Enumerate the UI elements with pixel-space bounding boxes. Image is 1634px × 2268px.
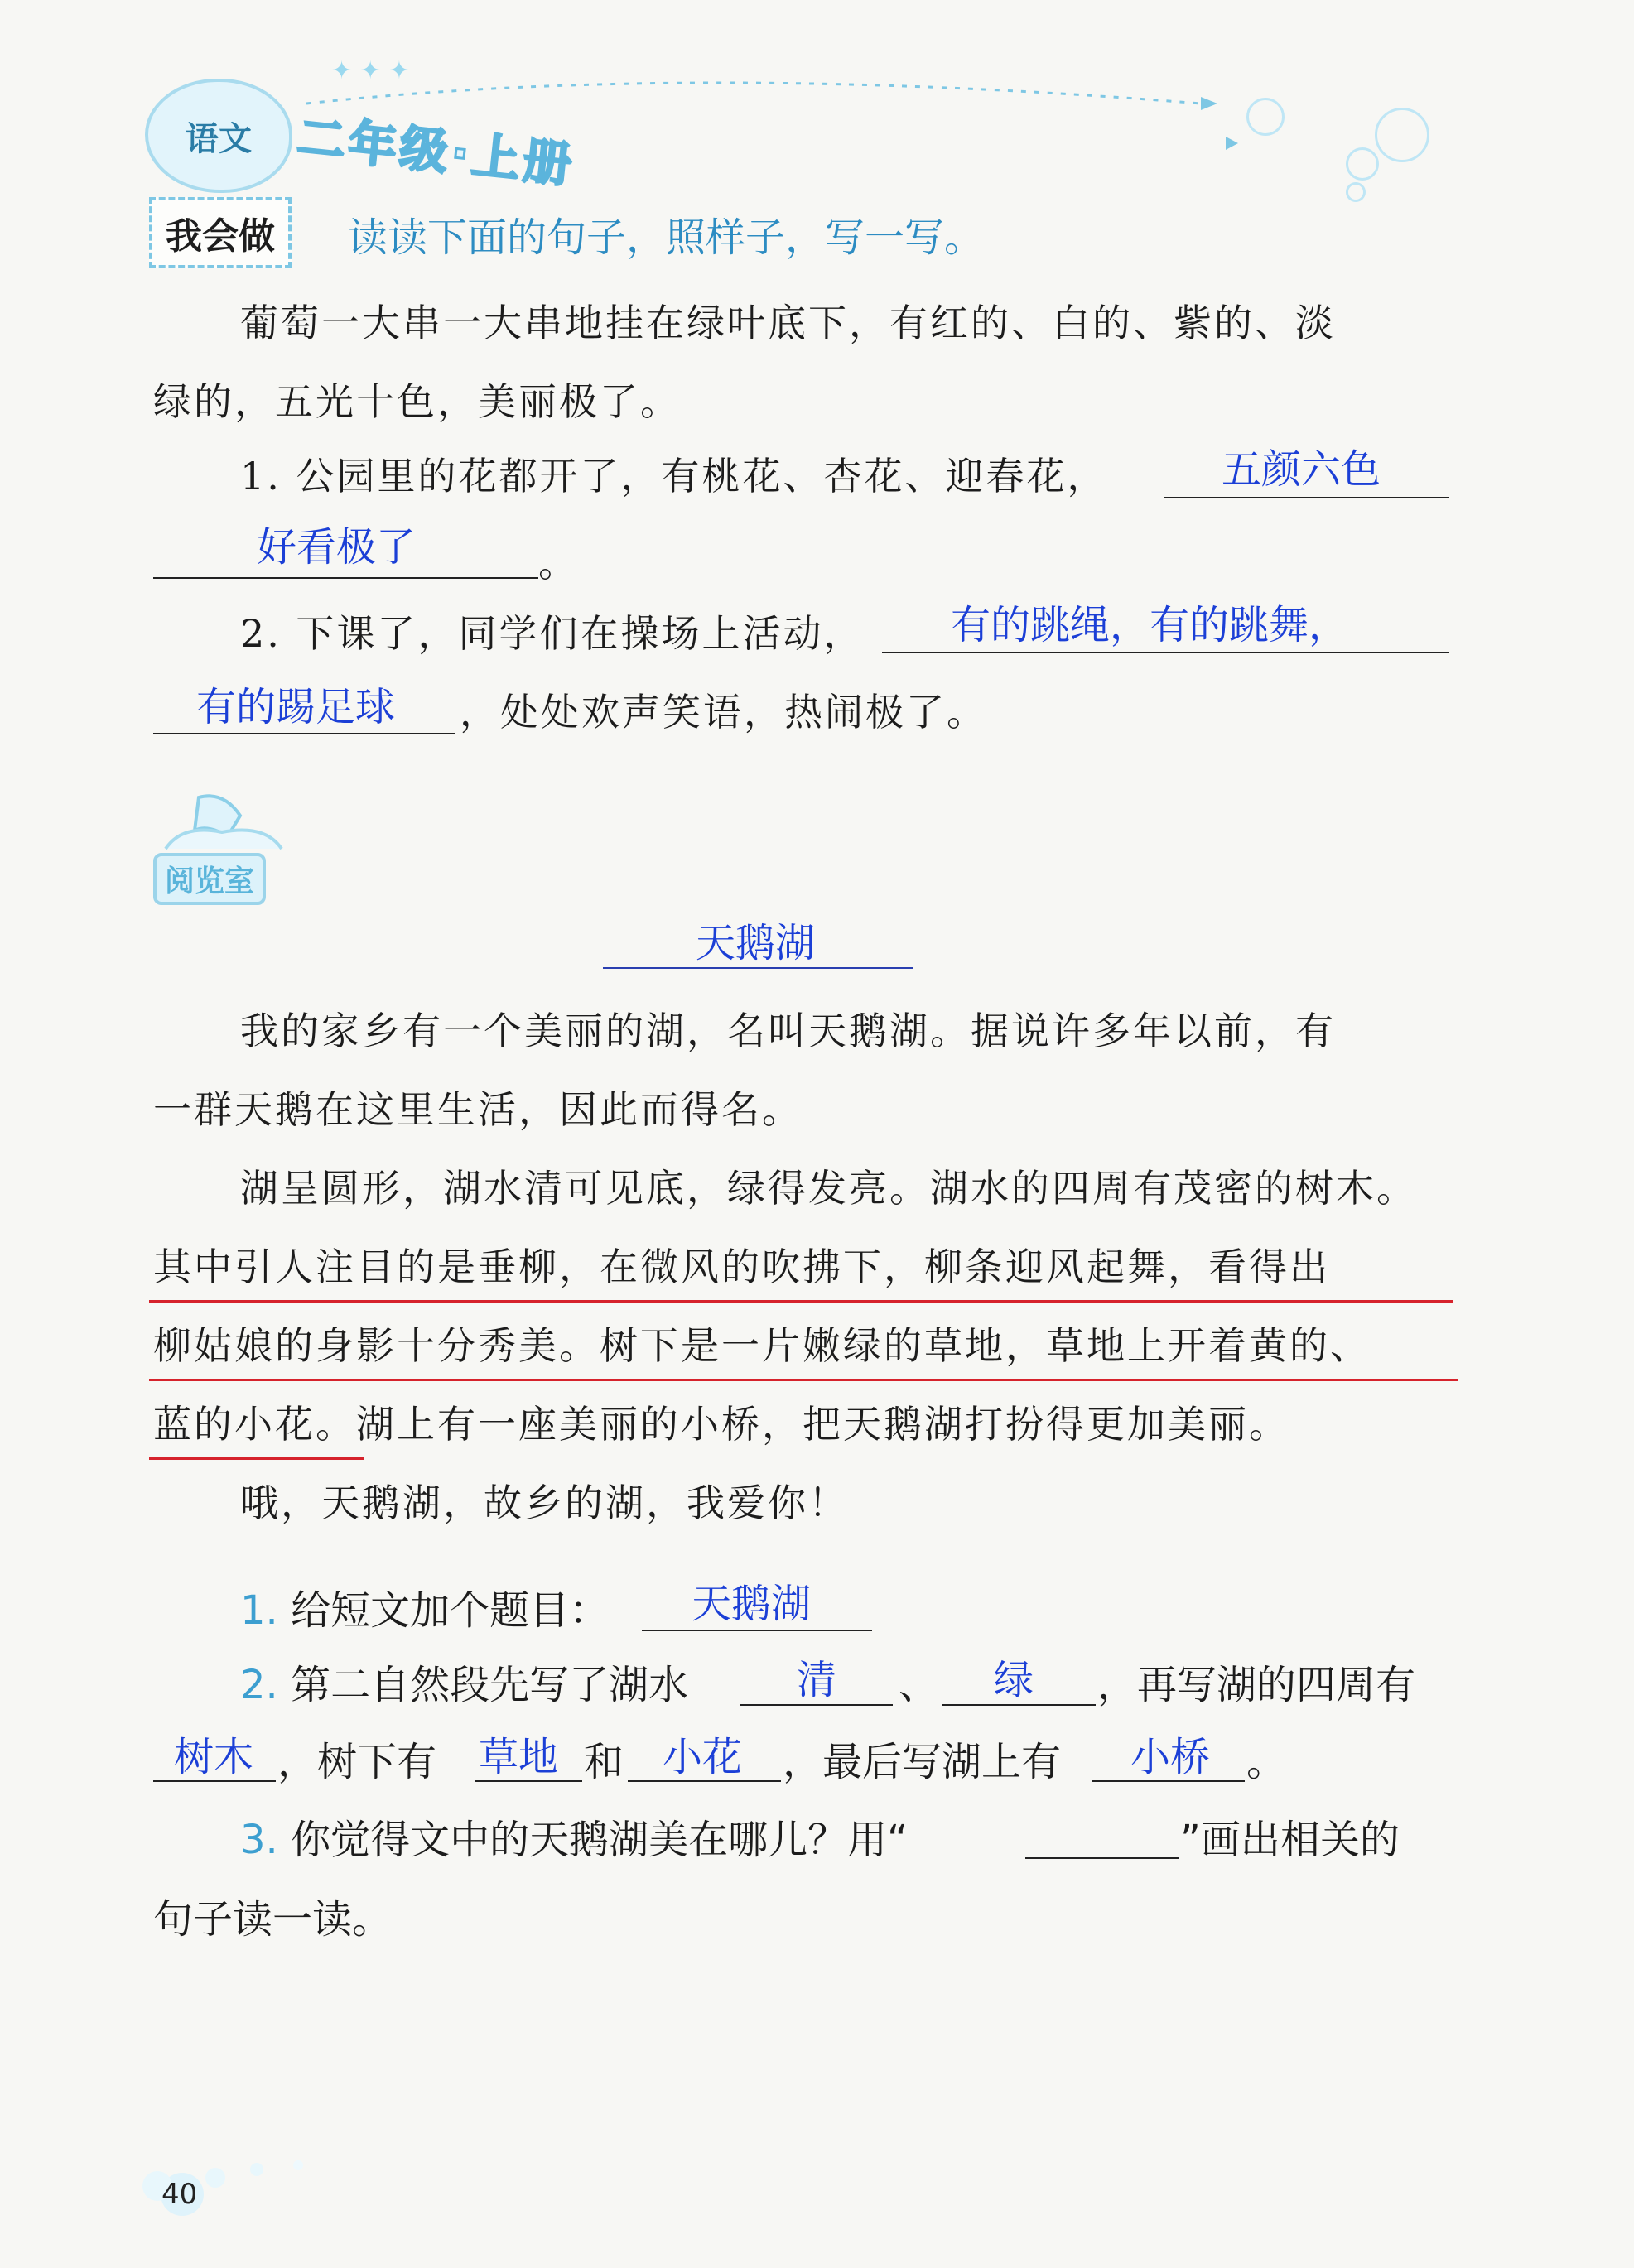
passage-line: 其中引人注目的是垂柳，在微风的吹拂下，柳条迎风起舞，看得出 bbox=[153, 1245, 1330, 1289]
answer-blank bbox=[642, 1630, 872, 1631]
svg-text:✦ ✦ ✦: ✦ ✦ ✦ bbox=[331, 56, 410, 85]
passage-line: 蓝的小花。湖上有一座美丽的小桥，把天鹅湖打扮得更加美丽。 bbox=[153, 1402, 1289, 1447]
passage-line: 哦，天鹅湖，故乡的湖，我爱你！ bbox=[240, 1481, 849, 1525]
question-1 bbox=[240, 1586, 609, 1635]
question-text: ，最后写湖上有 bbox=[783, 1739, 1062, 1785]
section-instruction: 读读下面的句子，照样子，写一写。 bbox=[348, 214, 985, 261]
question-text: 和 bbox=[584, 1739, 624, 1785]
punctuation: 、 bbox=[899, 1662, 939, 1708]
example-line: 绿的，五光十色，美丽极了。 bbox=[153, 379, 681, 424]
handwritten-answer: 树木 bbox=[174, 1734, 254, 1780]
page-number: 40 bbox=[161, 2178, 198, 2211]
question-text: ，树下有 bbox=[277, 1739, 437, 1785]
question-text: 第二自然段先写了湖水 bbox=[291, 1662, 689, 1708]
answer-blank bbox=[882, 652, 1449, 653]
question-text: 你觉得文中的天鹅湖美在哪儿？用“ bbox=[291, 1817, 908, 1863]
punctuation: 。 bbox=[538, 541, 579, 585]
handwritten-answer: 小桥 bbox=[1130, 1734, 1211, 1780]
handwritten-answer: 草地 bbox=[479, 1734, 559, 1780]
passage-line: 一群天鹅在这里生活，因此而得名。 bbox=[153, 1087, 803, 1132]
highlight-underline bbox=[149, 1300, 1453, 1303]
header-decoration-icon bbox=[273, 46, 1474, 178]
question-number: 3. bbox=[240, 1817, 278, 1863]
answer-blank bbox=[153, 577, 538, 579]
question-number: 2. bbox=[240, 1662, 278, 1708]
bubble-decoration bbox=[1246, 98, 1285, 136]
question-text: 2. 下课了，同学们在操场上活动， bbox=[240, 611, 865, 656]
question-text: 给短文加个题目： bbox=[291, 1587, 610, 1634]
punctuation: 。 bbox=[1246, 1739, 1287, 1785]
passage-line: 我的家乡有一个美丽的湖，名叫天鹅湖。据说许多年以前，有 bbox=[240, 1009, 1336, 1053]
question-text: ，再写湖的四周有 bbox=[1097, 1662, 1416, 1708]
example-line: 葡萄一大串一大串地挂在绿叶底下，有红的、白的、紫的、淡 bbox=[240, 301, 1336, 345]
highlight-underline bbox=[149, 1457, 364, 1460]
subject-badge bbox=[145, 79, 292, 193]
handwritten-answer: 天鹅湖 bbox=[692, 1581, 812, 1627]
bubble-decoration bbox=[1346, 182, 1366, 202]
question-text: 1. 公园里的花都开了，有桃花、杏花、迎春花， bbox=[240, 454, 1108, 498]
question-2 bbox=[240, 1660, 688, 1710]
handwritten-answer: 清 bbox=[797, 1657, 837, 1703]
handwritten-answer: 有的踢足球 bbox=[196, 684, 396, 730]
passage-line: 柳姑娘的身影十分秀美。树下是一片嫩绿的草地，草地上开着黄的、 bbox=[153, 1323, 1371, 1368]
grade-title: 二年级·上册 bbox=[294, 108, 578, 194]
passage-line: 湖呈圆形，湖水清可见底，绿得发亮。湖水的四周有茂密的树木。 bbox=[240, 1166, 1417, 1211]
bubble-decoration bbox=[1375, 108, 1429, 162]
question-number: 1. bbox=[240, 1587, 278, 1634]
underline-sample bbox=[1025, 1857, 1179, 1859]
answer-blank bbox=[1164, 497, 1449, 498]
handwritten-answer: 五颜六色 bbox=[1222, 446, 1381, 493]
subject-label: 语文 bbox=[186, 119, 252, 158]
handwritten-answer: 有的跳绳，有的跳舞， bbox=[951, 602, 1349, 648]
question-3 bbox=[240, 1815, 908, 1865]
answer-blank bbox=[153, 733, 455, 734]
handwritten-title: 天鹅湖 bbox=[696, 920, 816, 966]
bubble-decoration bbox=[1346, 147, 1379, 181]
section-tag-reading: 阅览室 bbox=[153, 853, 266, 905]
question-text: ，处处欢声笑语，热闹极了。 bbox=[460, 690, 987, 734]
handwritten-answer: 好看极了 bbox=[257, 524, 417, 571]
section-tag-practice: 我会做 bbox=[149, 197, 292, 268]
handwritten-answer: 小花 bbox=[663, 1734, 743, 1780]
title-underline bbox=[603, 967, 913, 969]
highlight-underline bbox=[149, 1379, 1458, 1381]
question-text: ”画出相关的 bbox=[1180, 1817, 1400, 1863]
handwritten-answer: 绿 bbox=[994, 1657, 1034, 1703]
question-text: 句子读一读。 bbox=[153, 1896, 393, 1943]
